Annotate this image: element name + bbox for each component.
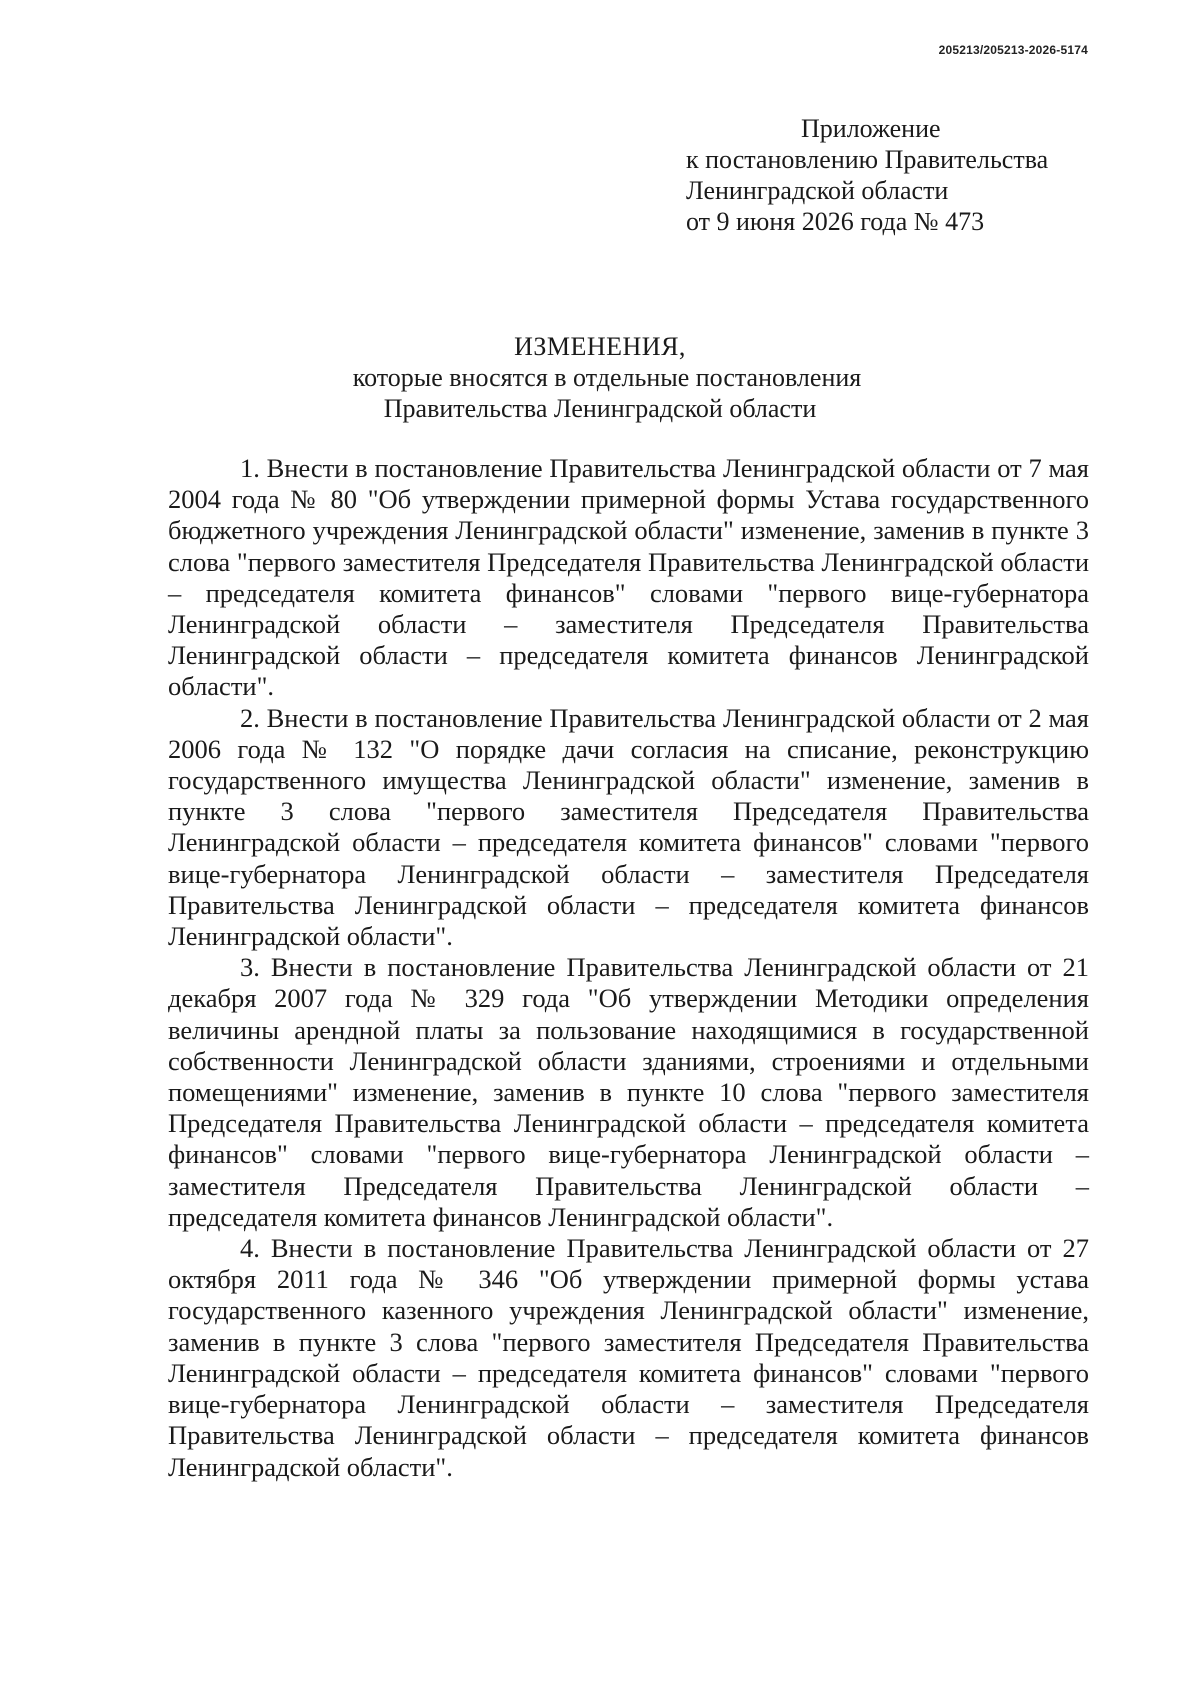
title-subtitle-2: Правительства Ленинградской области (383, 394, 817, 423)
paragraph-1: 1. Внести в постановление Правительства Ленинградской области от 7 мая 2004 года № 80 "Об утверждении примерной формы Устава государственного бюджетного учреждения Ленинградской области" изменение, заменив в пункте 3 слова "первого заместителя Председателя Правительства Ленинградской области – председателя комитета финансов" словами "первого вице-губернатора Ленинградской области – заместителя Председателя Правительства Ленинградской области – председателя комитета финансов Ленинградской области". (168, 453, 1089, 702)
appendix-line-1: Приложение (801, 114, 941, 143)
appendix-line-4: от 9 июня 2026 года № 473 (686, 207, 985, 236)
paragraph-2: 2. Внести в постановление Правительства Ленинградской области от 2 мая 2006 года № 132 "О порядке дачи согласия на списание, реконструкцию государственного имущества Ленинградской области" изменение, заменив в пункте 3 слова "первого заместителя Председателя Правительства Ленинградской области – председателя комитета финансов" словами "первого вице-губернатора Ленинградской области – заместителя Председателя Правительства Ленинградской области – председателя комитета финансов Ленинградской области". (168, 702, 1089, 952)
title-subtitle-1: которые вносятся в отдельные постановления (352, 363, 862, 392)
document-title (0, 331, 1200, 424)
document-id: 205213/205213-2026-5174 (938, 43, 1088, 57)
appendix-line-2: к постановлению Правительства (686, 145, 1049, 174)
appendix-line-3: Ленинградской области (686, 176, 949, 205)
paragraph-4: 4. Внести в постановление Правительства Ленинградской области от 27 октября 2011 года № 346 "Об утверждении примерной формы устава государственного казенного учреждения Ленинградской области" изменение, заменив в пункте 3 слова "первого заместителя Председателя Правительства Ленинградской области – председателя комитета финансов" словами "первого вице-губернатора Ленинградской области – заместителя Председателя Правительства Ленинградской области – председателя комитета финансов Ленинградской области". (168, 1233, 1089, 1482)
appendix-block (686, 113, 1048, 237)
title-heading: ИЗМЕНЕНИЯ, (514, 332, 686, 361)
paragraph-3: 3. Внести в постановление Правительства Ленинградской области от 21 декабря 2007 года № 329 года "Об утверждении Методики определения величины арендной платы за пользование находящимися в государственной собственности Ленинградской области зданиями, строениями и отдельными помещениями" изменение, заменив в пункте 10 слова "первого заместителя Председателя Правительства Ленинградской области – председателя комитета финансов" словами "первого вице-губернатора Ленинградской области – заместителя Председателя Правительства Ленинградской области – председателя комитета финансов Ленинградской области". (168, 952, 1089, 1232)
document-body (168, 453, 1089, 1483)
